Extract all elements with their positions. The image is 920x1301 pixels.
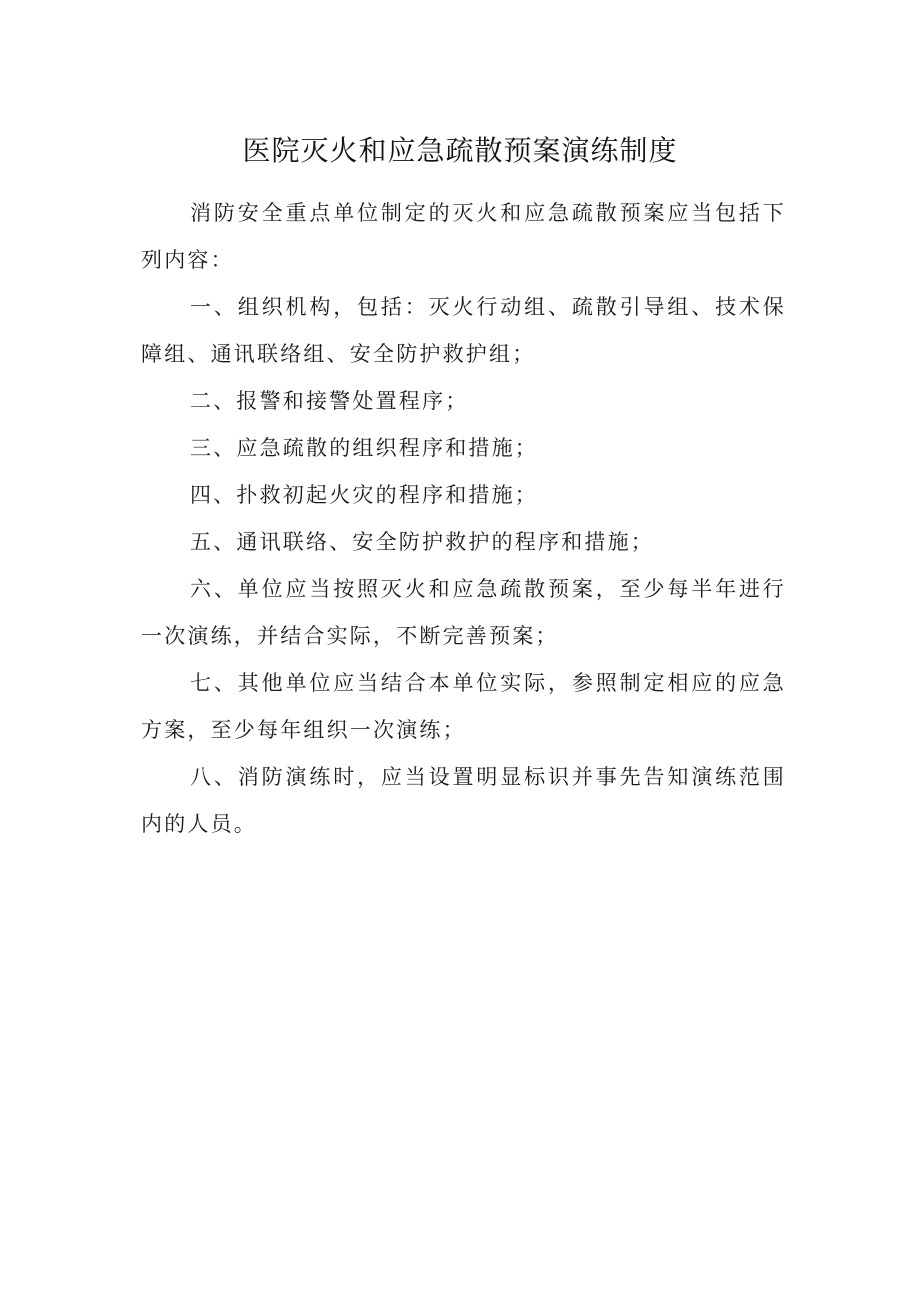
paragraph-item-4: 四、扑救初起火灾的程序和措施；: [190, 483, 538, 507]
document-title: 医院灭火和应急疏散预案演练制度: [242, 134, 678, 167]
paragraph-item-2: 二、报警和接警处置程序；: [190, 389, 469, 413]
paragraph-item-6: 六、单位应当按照灭火和应急疏散预案，至少每半年进行一次演练，并结合实际，不断完善预案；: [141, 577, 786, 648]
document-body: [141, 190, 786, 848]
paragraph-intro: 消防安全重点单位制定的灭火和应急疏散预案应当包括下列内容：: [141, 201, 786, 272]
paragraph-item-3: 三、应急疏散的组织程序和措施；: [190, 436, 538, 460]
paragraph-item-5: 五、通讯联络、安全防护救护的程序和措施；: [190, 530, 654, 554]
paragraph-item-7: 七、其他单位应当结合本单位实际，参照制定相应的应急方案，至少每年组织一次演练；: [141, 671, 786, 742]
paragraph-item-8: 八、消防演练时，应当设置明显标识并事先告知演练范围内的人员。: [141, 765, 786, 836]
paragraph-item-1: 一、组织机构，包括：灭火行动组、疏散引导组、技术保障组、通讯联络组、安全防护救护组；: [141, 295, 786, 366]
